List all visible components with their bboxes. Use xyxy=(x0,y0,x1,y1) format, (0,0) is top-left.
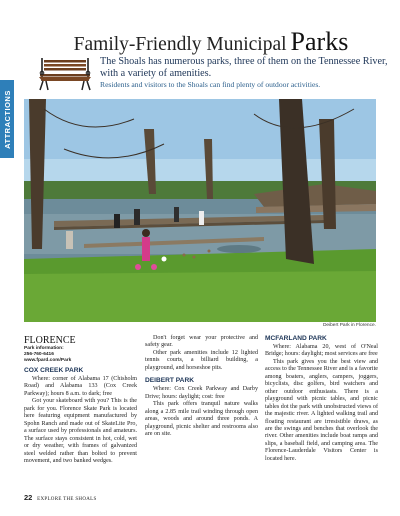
magazine-name: EXPLORE THE SHOALS xyxy=(37,497,97,502)
deibert-heading: DEIBERT PARK xyxy=(145,377,194,385)
column-3 xyxy=(265,335,378,463)
title-emphasis: Parks xyxy=(290,27,349,56)
park-photo xyxy=(24,99,376,322)
page-title xyxy=(36,27,386,57)
mcfarland-body: This park gives you the best view and access to the Tennessee River and is a favorite among boaters, anglers, campers, joggers, bicyclists, disc golfers, bird watchers and other outdoor enthusiasts. There is a playground with picnic tables, and picnic tables dot the park with unobstructed views of the majestic river. A lighted walking trail and floating restaurant are irresistible draws, as are the swings and benches that overlook the river. Other amenities include boat ramps and slips, a baseball field, and camping area. The Florence-Lauderdale Visitors Center is located here. xyxy=(265,358,378,462)
column-1 xyxy=(24,335,137,465)
phone: 256-760-6416 xyxy=(24,352,54,357)
title-prefix: Family-Friendly Municipal xyxy=(73,34,287,55)
subdeck: Residents and visitors to the Shoals can find plenty of outdoor activities. xyxy=(100,80,321,89)
section-tab-label: ATTRACTIONS xyxy=(2,89,12,149)
park-bench-icon xyxy=(36,55,94,93)
cox-creek-heading: COX CREEK PARK xyxy=(24,367,84,374)
photo-caption: Deibert Park in Florence. xyxy=(322,323,376,328)
deibert-body: This park offers tranquil nature walks along a 2.85 mile trail winding through open areas, woods and around three ponds. A playground, picnic shelter and restrooms also are on site. xyxy=(145,401,258,437)
cox-creek-safety: Don't forget wear your protective and safety gear. xyxy=(145,335,258,349)
mcfarland-heading: MCFARLAND PARK xyxy=(265,335,327,342)
cox-creek-amenities: Other park amenities include 12 lighted tennis courts, a billiard building, a playground, and horseshoe pits. xyxy=(145,349,258,371)
info-label: Park information: xyxy=(24,346,64,351)
deibert-where: Where: Cox Creek Parkway and Darby Drive; hours: daylight; cost: free xyxy=(145,386,258,400)
cox-creek-body: Got your skateboard with you? This is the park for you. Florence Skate Park is located here featuring equipment manufactured by Spohn Ranch and made out of SkateLite Pro, a surface used by professionals and amateurs. The surface stays consistent in hot, cold, wet or dry weather, with frames of galvanized steel welded rather than bolted to prevent movement, and two banked wedges. xyxy=(24,398,137,464)
page-footer xyxy=(24,493,97,502)
cox-creek-where: Where: corner of Alabama 17 (Chisholm Road) and Alabama 133 (Cox Creek Parkway); hours 8 a.m. to dark; free xyxy=(24,376,137,397)
city-heading: FLORENCE xyxy=(24,335,76,346)
section-tab xyxy=(0,80,14,158)
deck: The Shoals has numerous parks, three of them on the Tennessee River, with a variety of amenities. xyxy=(100,56,388,80)
column-2 xyxy=(145,335,258,438)
page-number: 22 xyxy=(24,493,33,502)
website: www.fpard.com/Park xyxy=(24,358,72,363)
mcfarland-where: Where: Alabama 20, west of O'Neal Bridge; hours: daylight; most services are free xyxy=(265,344,378,358)
